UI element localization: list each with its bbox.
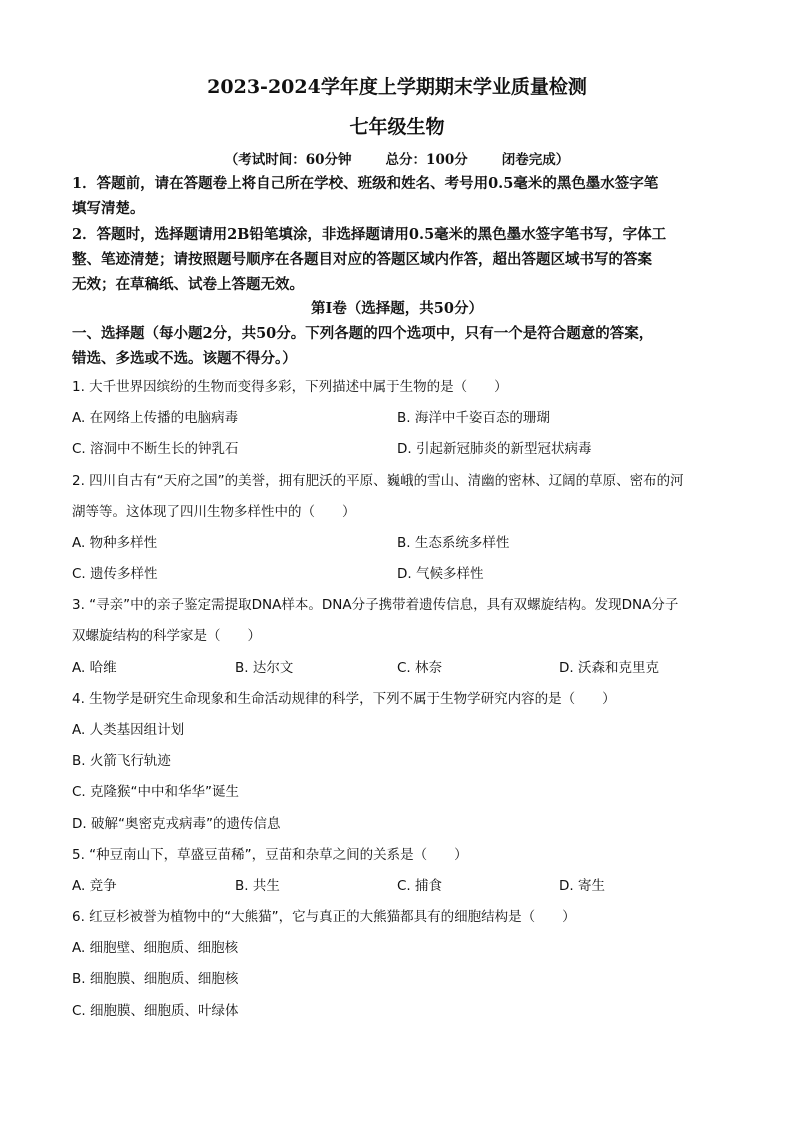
note-1-line2: 填写清楚。 — [72, 200, 145, 217]
question-3-option-c: C. 林奈 — [397, 660, 443, 676]
question-2-option-c: C. 遗传多样性 — [72, 566, 158, 582]
question-1-option-a: A. 在网络上传播的电脑病毒 — [72, 410, 239, 426]
question-1-option-c: C. 溶洞中不断生长的钟乳石 — [72, 441, 239, 457]
question-5-option-d: D. 寄生 — [559, 878, 605, 894]
exam-subtitle: 七年级生物 — [349, 116, 445, 138]
note-2-line3: 无效；在草稿纸、试卷上答题无效。 — [72, 276, 304, 293]
question-3-option-b: B. 达尔文 — [235, 660, 294, 676]
part1-title: 第Ⅰ卷（选择题，共50分） — [311, 300, 483, 317]
question-6-option-c: C. 细胞膜、细胞质、叶绿体 — [72, 1003, 239, 1019]
exam-time: （考试时间：60分钟 — [224, 152, 352, 168]
question-5-option-a: A. 竞争 — [72, 878, 117, 894]
question-4-option-a: A. 人类基因组计划 — [72, 722, 185, 738]
question-3-stem-line1: 3. “寻亲”中的亲子鉴定需提取DNA样本。DNA分子携带着遗传信息，具有双螺旋结构。发现DNA分子 — [72, 597, 679, 613]
note-2-line1: 2．答题时，选择题请用2B铅笔填涂，非选择题请用0.5毫米的黑色墨水签字笔书写，字体工 — [72, 226, 667, 243]
question-2-option-d: D. 气候多样性 — [397, 566, 484, 582]
question-2-option-a: A. 物种多样性 — [72, 535, 158, 551]
question-3-stem-line2: 双螺旋结构的科学家是（ ） — [72, 628, 261, 644]
part1-instruction-line2: 错选、多选或不选。该题不得分。） — [72, 350, 297, 367]
exam-score: 总分：100分 — [385, 152, 468, 168]
note-1-line1: 1．答题前，请在答题卷上将自己所在学校、班级和姓名、考号用0.5毫米的黑色墨水签字笔 — [72, 175, 659, 192]
question-3-option-d: D. 沃森和克里克 — [559, 660, 659, 676]
question-2-stem-line2: 湖等等。这体现了四川生物多样性中的（ ） — [72, 504, 356, 520]
question-2-option-b: B. 生态系统多样性 — [397, 535, 510, 551]
part1-instruction-line1: 一、选择题（每小题2分，共50分。下列各题的四个选项中，只有一个是符合题意的答案， — [72, 325, 654, 342]
question-5-option-b: B. 共生 — [235, 878, 280, 894]
question-5-stem: 5. “种豆南山下，草盛豆苗稀”，豆苗和杂草之间的关系是（ ） — [72, 847, 468, 863]
note-2-line2: 整、笔迹清楚；请按照题号顺序在各题目对应的答题区域内作答，超出答题区域书写的答案 — [72, 251, 652, 268]
question-1-option-d: D. 引起新冠肺炎的新型冠状病毒 — [397, 441, 592, 457]
exam-title: 2023-2024学年度上学期期末学业质量检测 — [207, 76, 587, 98]
question-3-option-a: A. 哈维 — [72, 660, 117, 676]
question-4-option-b: B. 火箭飞行轨迹 — [72, 753, 171, 769]
question-6-stem: 6. 红豆杉被誉为植物中的“大熊猫”，它与真正的大熊猫都具有的细胞结构是（ ） — [72, 909, 576, 925]
exam-mode: 闭卷完成） — [501, 152, 570, 168]
question-4-option-d: D. 破解“奥密克戎病毒”的遗传信息 — [72, 816, 281, 832]
question-6-option-a: A. 细胞壁、细胞质、细胞核 — [72, 940, 239, 956]
exam-info — [0, 148, 794, 168]
question-1-option-b: B. 海洋中千姿百态的珊瑚 — [397, 410, 550, 426]
question-2-stem-line1: 2. 四川自古有“天府之国”的美誉，拥有肥沃的平原、巍峨的雪山、清幽的密林、辽阔的草原、密布的河 — [72, 473, 684, 489]
question-5-option-c: C. 捕食 — [397, 878, 443, 894]
question-4-stem: 4. 生物学是研究生命现象和生命活动规律的科学，下列不属于生物学研究内容的是（ ） — [72, 691, 616, 707]
question-4-option-c: C. 克隆猴“中中和华华”诞生 — [72, 784, 239, 800]
question-6-option-b: B. 细胞膜、细胞质、细胞核 — [72, 971, 239, 987]
question-1-stem: 1. 大千世界因缤纷的生物而变得多彩，下列描述中属于生物的是（ ） — [72, 379, 508, 395]
